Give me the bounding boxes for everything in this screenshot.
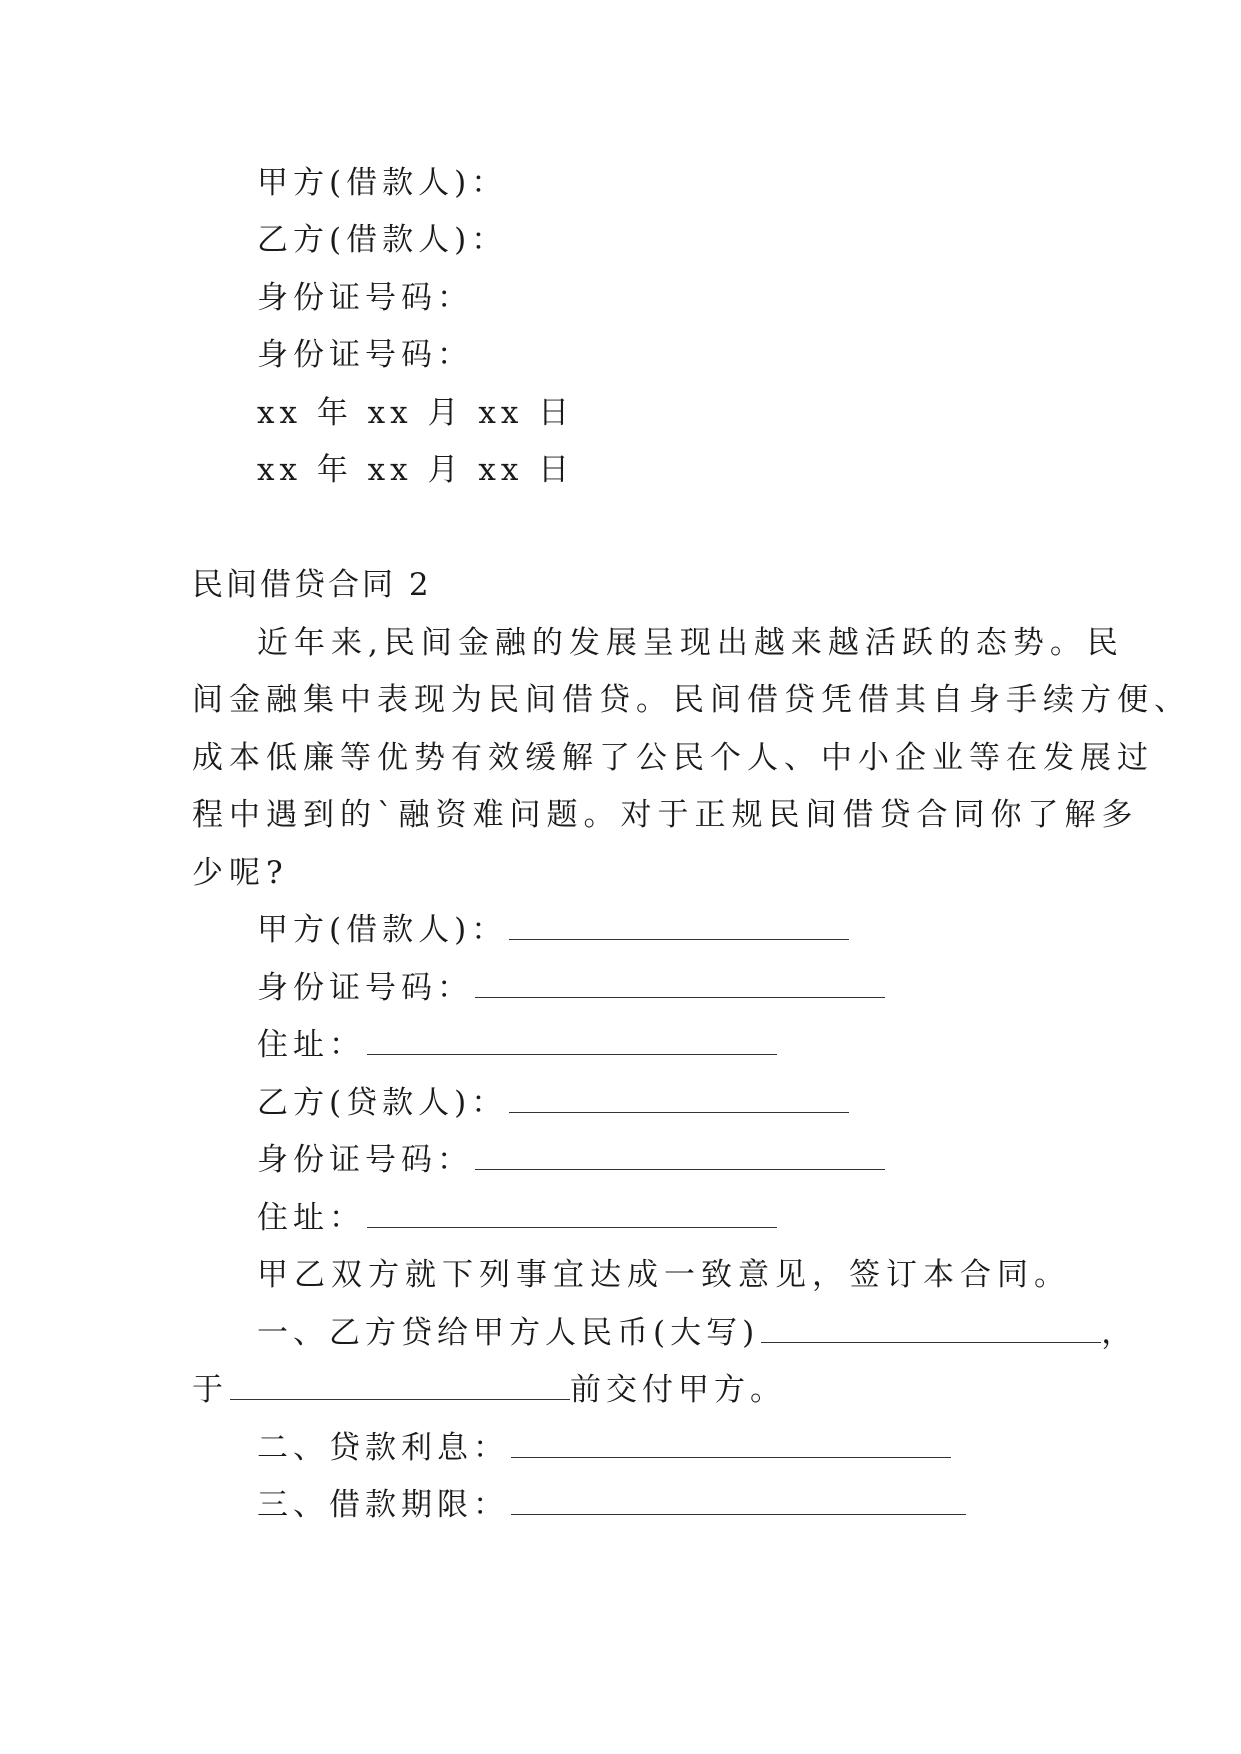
id-number-label-1: 身份证号码： <box>257 280 473 316</box>
party-a-address-row <box>257 1025 777 1065</box>
loan-term-blank[interactable] <box>511 1488 966 1515</box>
clause1-row <box>257 1313 1137 1353</box>
intro-line-2: 间金融集中表现为民间借贷。民间借贷凭借其自身手续方便、 <box>192 682 1191 718</box>
party-a-id-blank[interactable] <box>475 971 885 998</box>
party-a-row <box>257 910 849 950</box>
party-a-signature-label: 甲方(借款人)： <box>257 165 508 201</box>
clause3-label: 三、借款期限： <box>257 1487 509 1523</box>
clause1b-suffix: 前交付甲方。 <box>570 1372 786 1408</box>
intro-line-5: 少呢? <box>192 855 289 891</box>
delivery-date-blank[interactable] <box>230 1373 570 1400</box>
id-number-label-2: 身份证号码： <box>257 337 473 373</box>
amount-blank[interactable] <box>761 1316 1101 1343</box>
contract-title: 民间借贷合同 2 <box>192 567 432 603</box>
party-a-id-row <box>257 968 885 1008</box>
party-b-address-label: 住址： <box>257 1200 365 1236</box>
date-line-1: xx 年 xx 月 xx 日 <box>257 395 575 431</box>
clause1b-row <box>192 1370 786 1410</box>
intro-line-1: 近年来,民间金融的发展呈现出越来越活跃的态势。民 <box>257 625 1124 661</box>
party-b-address-blank[interactable] <box>367 1201 777 1228</box>
intro-line-4: 程中遇到的`融资难问题。对于正规民间借贷合同你了解多 <box>192 797 1139 833</box>
clause2-label: 二、贷款利息： <box>257 1430 509 1466</box>
clause2-row <box>257 1428 951 1468</box>
party-b-id-label: 身份证号码： <box>257 1142 473 1178</box>
party-a-label: 甲方(借款人)： <box>257 912 508 948</box>
party-b-id-row <box>257 1140 885 1180</box>
party-b-label: 乙方(贷款人)： <box>257 1085 508 1121</box>
clause1b-prefix: 于 <box>192 1372 228 1408</box>
interest-blank[interactable] <box>511 1431 951 1458</box>
party-b-id-blank[interactable] <box>475 1143 885 1170</box>
date-line-2: xx 年 xx 月 xx 日 <box>257 452 575 488</box>
party-a-id-label: 身份证号码： <box>257 970 473 1006</box>
agreement-line: 甲乙双方就下列事宜达成一致意见，签订本合同。 <box>257 1257 1071 1293</box>
party-a-blank[interactable] <box>509 913 849 940</box>
party-a-address-label: 住址： <box>257 1027 365 1063</box>
party-b-blank[interactable] <box>509 1086 849 1113</box>
intro-line-3: 成本低廉等优势有效缓解了公民个人、中小企业等在发展过 <box>192 740 1154 776</box>
clause3-row <box>257 1485 966 1525</box>
clause1-prefix: 一、乙方贷给甲方人民币(大写) <box>257 1315 760 1351</box>
party-b-address-row <box>257 1198 777 1238</box>
clause1-suffix: ， <box>1101 1315 1138 1351</box>
party-b-signature-label: 乙方(借款人)： <box>257 222 508 258</box>
party-b-row <box>257 1083 849 1123</box>
party-a-address-blank[interactable] <box>367 1028 777 1055</box>
